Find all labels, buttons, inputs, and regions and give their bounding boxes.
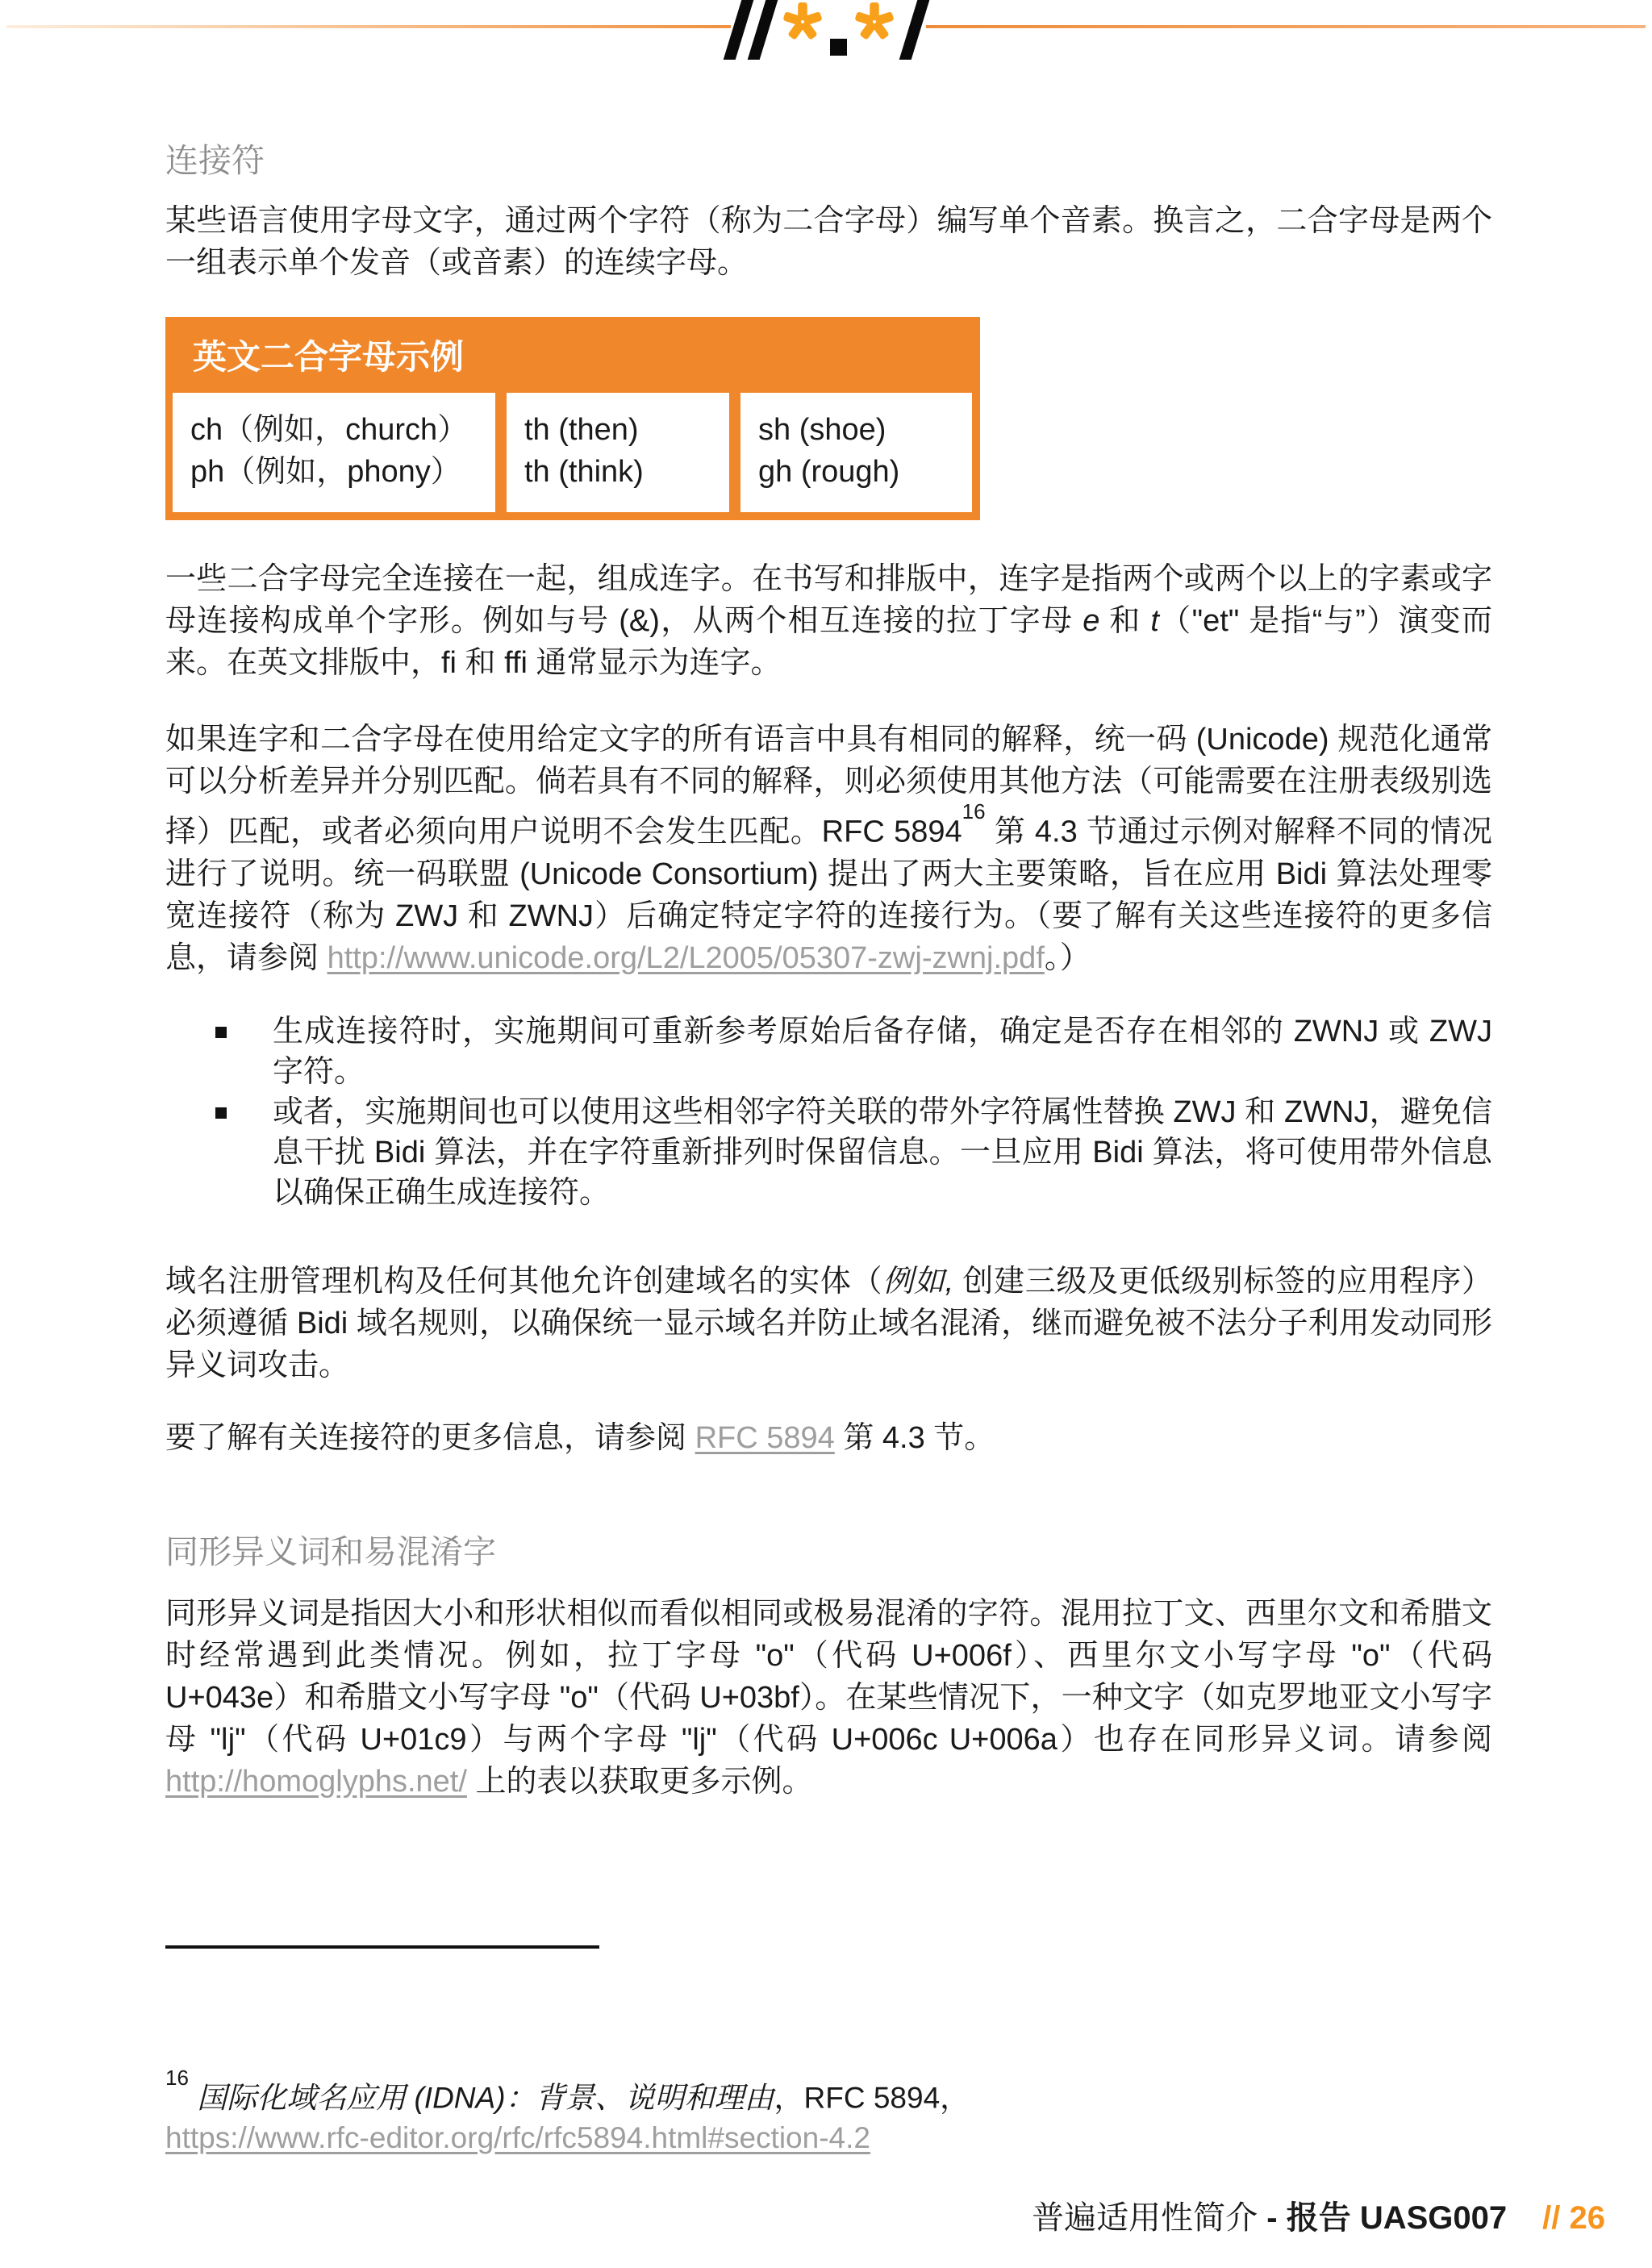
table-cell-line: ph（例如，phony） (190, 455, 461, 489)
list-item (165, 1092, 1492, 1213)
bullet-square-icon (215, 1107, 227, 1119)
list-item (165, 1011, 1492, 1092)
paragraph-digraph-intro: 某些语言使用字母文字，通过两个字符（称为二合字母）编写单个音素。换言之，二合字母是两个一组表示单个发音（或音素）的连续字母。 (165, 204, 1492, 280)
italic-eg: 例如, (882, 1265, 954, 1299)
table-header: 英文二合字母示例 (193, 338, 465, 376)
italic-letter-e: e (1083, 604, 1100, 638)
table-cell-line: sh (shoe) (758, 413, 886, 447)
uasg-logo (732, 0, 920, 61)
text-run: 。） (1044, 940, 1091, 975)
footer-report-id: - 报告 UASG007 (1266, 2200, 1508, 2236)
section-heading-connectors: 连接符 (165, 142, 265, 179)
table-cell (740, 393, 972, 512)
bullet-text: 生成连接符时，实施期间可重新参考原始后备存储，确定是否存在相邻的 ZWNJ 或 ZWJ 字符。 (273, 1015, 1492, 1089)
footer-doc-title: 普遍适用性简介 (1032, 2200, 1267, 2236)
paragraph-homoglyphs (165, 1593, 1492, 1803)
digraph-examples-table (165, 317, 980, 520)
logo-asterisk-icon (782, 2, 823, 42)
italic-letter-t: t (1150, 604, 1159, 638)
logo-slash-icon (748, 0, 778, 60)
bullet-text: 或者，实施期间也可以使用这些相邻字符关联的带外字符属性替换 ZWJ 和 ZWNJ，避免信息干扰 Bidi 算法，并在字符重新排列时保留信息。一旦应用 Bidi 算法，将可使用带外信息以确保正确生成连接符。 (273, 1095, 1492, 1210)
table-cell-line: gh (rough) (758, 455, 900, 489)
link-unicode-zwj-pdf[interactable]: http://www.unicode.org/L2/L2005/05307-zwj-zwnj.pdf (327, 940, 1045, 975)
text-run: 上的表以获取更多示例。 (466, 1765, 813, 1799)
table-cell-line: th (then) (524, 413, 639, 447)
table-cell (173, 393, 495, 512)
text-run: （"et" 是指“与”）演变而来。在英文排版中，fi 和 ffi 通常显示为连字。 (165, 604, 1492, 680)
footnote-number: 16 (165, 2066, 189, 2090)
bullet-list (165, 1011, 1492, 1213)
footnote-text-line (165, 2066, 1375, 2118)
table-cell (507, 393, 729, 512)
text-run: 域名注册管理机构及任何其他允许创建域名的实体（ (165, 1265, 883, 1299)
bullet-square-icon (215, 1027, 227, 1038)
footnote-divider (165, 1945, 599, 1949)
footnote-title-italic: 国际化域名应用 (IDNA)：背景、说明和理由 (188, 2081, 774, 2115)
text-run: 第 4.3 节通过示例对解释不同的情况进行了说明。统一码联盟 (Unicode Consortium) 提出了两大主要策略，旨在应用 Bidi 算法处理零宽连接符（称为 ZWJ 和 ZWNJ）后确定特定字符的连接行为。（要了解有关这些连接符的更多信息，请参阅 (165, 815, 1492, 975)
header-rule-right (926, 25, 1646, 28)
header-rule-left (6, 25, 731, 28)
paragraph-unicode-normalization (165, 719, 1492, 979)
footnote-ref-16: 16 (962, 799, 986, 823)
logo-slash-icon (899, 0, 930, 60)
table-cell-line: ch（例如，church） (190, 413, 469, 447)
footnote-16 (165, 2066, 1375, 2158)
text-run: 一些二合字母完全连接在一起，组成连字。在书写和排版中，连字是指两个或两个以上的字素或字母连接构成单个字形。例如与号 (&)，从两个相互连接的拉丁字母 (165, 562, 1492, 638)
text-run: 第 4.3 节。 (834, 1421, 995, 1455)
text-run: 同形异义词是指因大小和形状相似而看似相同或极易混淆的字符。混用拉丁文、西里尔文和希腊文时经常遇到此类情况。例如，拉丁字母 "o"（代码 U+006f）、西里尔文小写字母 "о"（代码 U+043e）和希腊文小写字母 "ο"（代码 U+03bf）。在某些情况下，一种文字（如克罗地亚文小写字母 "ǉ"（代码 U+01c9）与两个字母 "lj"（代码 U+006c U+006a）也存在同形异义词。请参阅 (165, 1597, 1492, 1757)
logo-period-icon (830, 39, 847, 56)
footnote-link-line (165, 2118, 1375, 2158)
text-run: 和 (1099, 604, 1151, 638)
text-run: 创建三级及更低级别标签的应用程序）必须遵循 Bidi 域名规则，以确保统一显示域名并防止域名混淆，继而避免被不法分子利用发动同形异义词攻击。 (165, 1265, 1492, 1382)
paragraph-see-rfc5894 (165, 1417, 1492, 1459)
footer-page-number: // 26 (1542, 2200, 1605, 2236)
text-run: 要了解有关连接符的更多信息，请参阅 (165, 1421, 695, 1455)
link-rfc-editor[interactable]: https://www.rfc-editor.org/rfc/rfc5894.html#section-4.2 (165, 2121, 870, 2155)
paragraph-registry-bidi-rules (165, 1261, 1492, 1386)
table-body (165, 393, 980, 520)
logo-slash-icon (724, 0, 754, 60)
table-cell-line: th (think) (524, 455, 644, 489)
link-homoglyphs-net[interactable]: http://homoglyphs.net/ (165, 1765, 467, 1799)
page-footer (1032, 2192, 1605, 2238)
text-run: ，RFC 5894， (774, 2081, 970, 2115)
logo-asterisk-icon (854, 2, 895, 42)
section-heading-homoglyphs: 同形异义词和易混淆字 (165, 1533, 496, 1570)
paragraph-ligatures (165, 558, 1492, 684)
text-run: 如果连字和二合字母在使用给定文字的所有语言中具有相同的解释，统一码 (Unicode) 规范化通常可以分析差异并分别匹配。倘若具有不同的解释，则必须使用其他方法（可能需要在注册表级别选择）匹配，或者必须向用户说明不会发生匹配。RFC 5894 (165, 723, 1492, 849)
link-rfc-5894[interactable]: RFC 5894 (695, 1421, 835, 1455)
